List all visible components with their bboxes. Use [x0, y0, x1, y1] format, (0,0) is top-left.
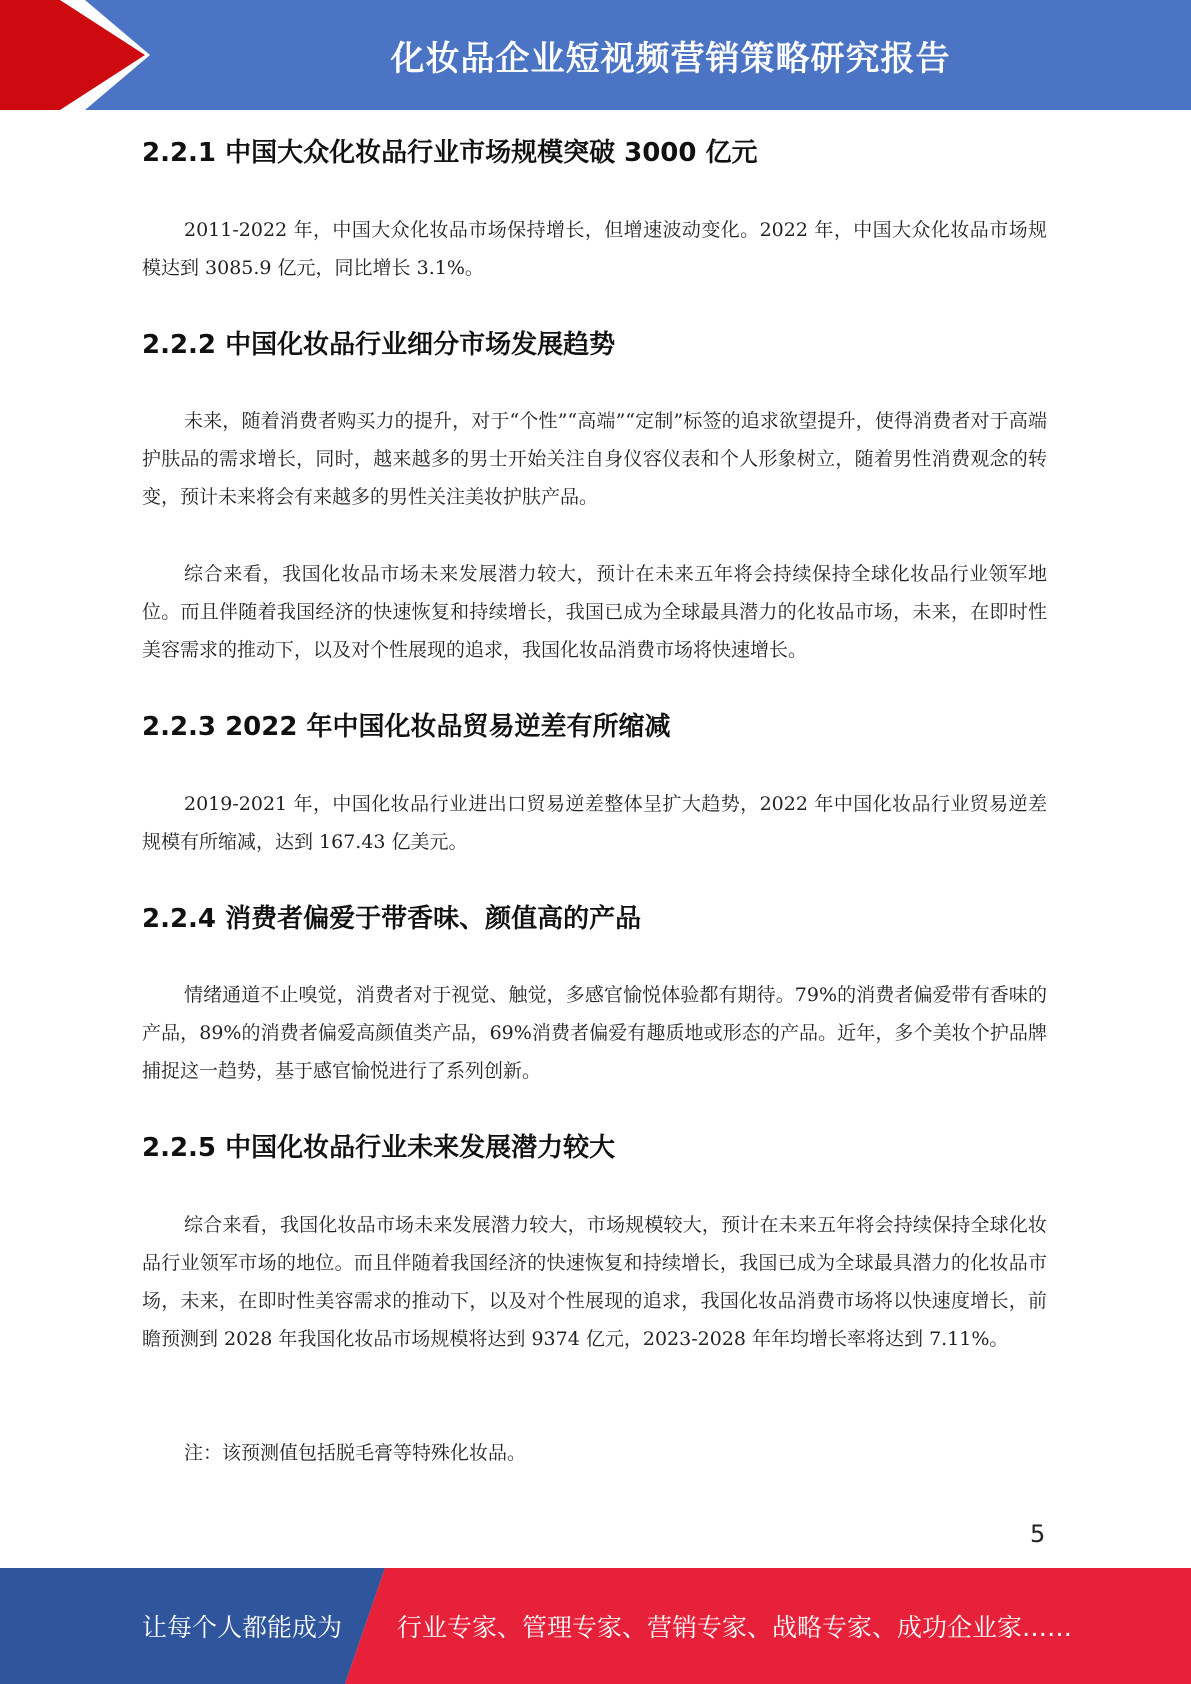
- section-note: 注：该预测值包括脱毛膏等特殊化妆品。: [184, 1442, 527, 1464]
- section-heading-2-2-3: 2.2.3 2022 年中国化妆品贸易逆差有所缩减: [142, 712, 671, 742]
- footer-slogan-left: 让每个人都能成为: [142, 1613, 343, 1642]
- section-paragraph: 综合来看，我国化妆品市场未来发展潜力较大，市场规模较大，预计在未来五年将会持续保持全球化妆品行业领军市场的地位。而且伴随着我国经济的快速恢复和持续增长，我国已成为全球最具潜力的化妆品市场，未来，在即时性美容需求的推动下，以及对个性展现的追求，我国化妆品消费市场将以快速度增长，前瞻预测到 2028 年我国化妆品市场规模将达到 9374 亿元，2023-2028 年年均增长率将达到 7.11%。: [142, 1214, 1047, 1350]
- section-heading-2-2-5: 2.2.5 中国化妆品行业未来发展潜力较大: [142, 1133, 616, 1163]
- page-number: 5: [1030, 1520, 1046, 1548]
- section-heading-2-2-1: 2.2.1 中国大众化妆品行业市场规模突破 3000 亿元: [142, 138, 758, 168]
- section-paragraph: 未来，随着消费者购买力的提升，对于“个性”“高端”“定制”标签的追求欲望提升，使得消费者对于高端护肤品的需求增长，同时，越来越多的男士开始关注自身仪容仪表和个人形象树立，随着男性消费观念的转变，预计未来将会有来越多的男性关注美妆护肤产品。: [142, 410, 1047, 508]
- header-band: [0, 0, 1191, 110]
- section-paragraph: 情绪通道不止嗅觉，消费者对于视觉、触觉，多感官愉悦体验都有期待。79%的消费者偏爱带有香味的产品，89%的消费者偏爱高颜值类产品，69%消费者偏爱有趣质地或形态的产品。近年，多个美妆个护品牌捕捉这一趋势，基于感官愉悦进行了系列创新。: [142, 984, 1047, 1082]
- section-heading-2-2-2: 2.2.2 中国化妆品行业细分市场发展趋势: [142, 330, 616, 360]
- section-paragraph: 2011-2022 年，中国大众化妆品市场保持增长，但增速波动变化。2022 年，中国大众化妆品市场规模达到 3085.9 亿元，同比增长 3.1%。: [142, 219, 1047, 279]
- document-title: 化妆品企业短视频营销策略研究报告: [390, 38, 951, 79]
- footer-slogan-right: 行业专家、管理专家、营销专家、战略专家、成功企业家……: [397, 1613, 1073, 1642]
- section-heading-2-2-4: 2.2.4 消费者偏爱于带香味、颜值高的产品: [142, 904, 642, 934]
- section-paragraph: 综合来看，我国化妆品市场未来发展潜力较大，预计在未来五年将会持续保持全球化妆品行业领军地位。而且伴随着我国经济的快速恢复和持续增长，我国已成为全球最具潜力的化妆品市场，未来，在即时性美容需求的推动下，以及对个性展现的追求，我国化妆品消费市场将快速增长。: [142, 563, 1047, 661]
- section-paragraph: 2019-2021 年，中国化妆品行业进出口贸易逆差整体呈扩大趋势，2022 年中国化妆品行业贸易逆差规模有所缩减，达到 167.43 亿美元。: [142, 793, 1047, 853]
- header-chevron-decoration: [0, 0, 150, 110]
